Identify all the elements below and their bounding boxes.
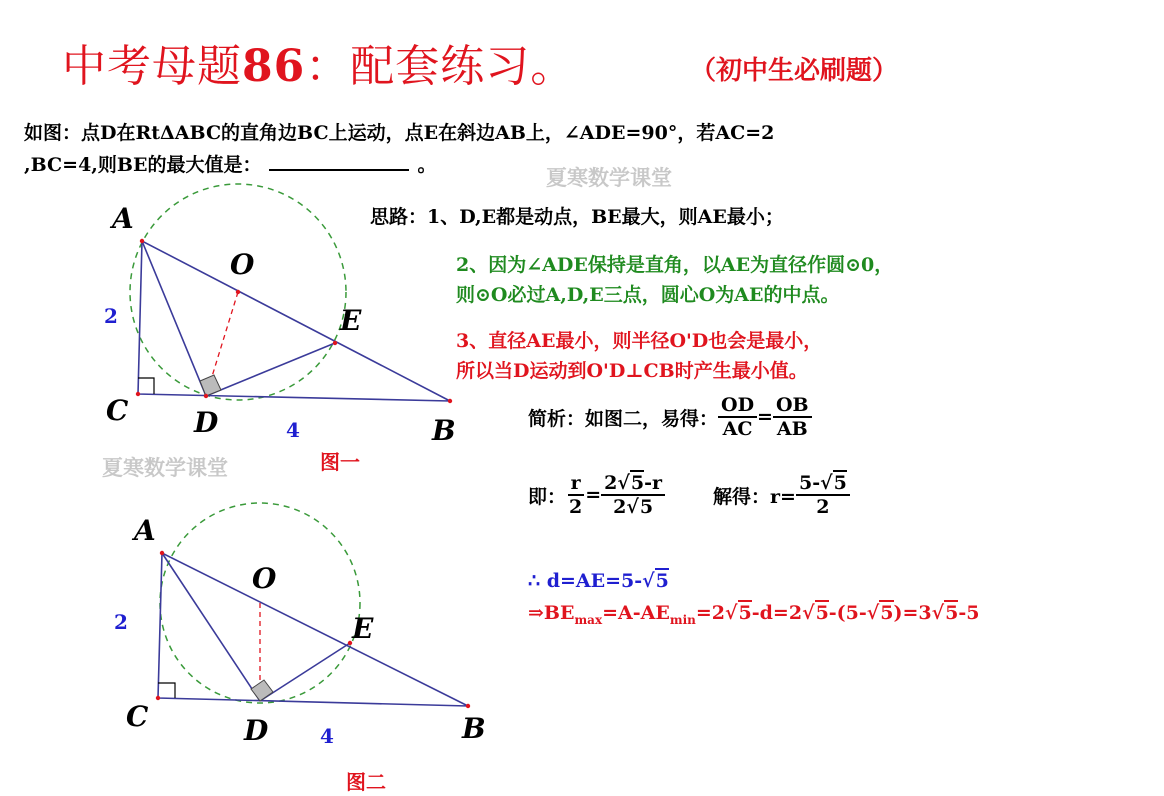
fig1-label-e: E	[340, 304, 362, 337]
fig2-label-c: C	[126, 700, 149, 733]
result-line-1: ∴ d=AE=5-√5	[528, 570, 669, 592]
fig2-right-angle-c	[158, 683, 175, 698]
fig2-right-angle-d	[251, 680, 273, 701]
denominator: 2	[569, 496, 583, 518]
radicand: 5	[630, 472, 645, 494]
fig1-length-ac: 2	[104, 304, 118, 328]
minus-r: -r	[644, 472, 663, 494]
jie-label: 解得：r=	[713, 485, 796, 508]
sub-max: max	[574, 612, 603, 627]
watermark-top: 夏寒数学课堂	[546, 165, 672, 190]
fig1-point-c	[136, 392, 140, 396]
text: -5	[958, 602, 980, 624]
problem-line-1: 如图：点D在RtΔABC的直角边BC上运动，点E在斜边AB上，∠ADE=90°，若AC=2	[24, 122, 775, 144]
problem-line-2-text: ,BC=4,则BE的最大值是：	[24, 154, 262, 176]
coef: 2	[613, 496, 627, 518]
text: -(5-	[828, 602, 867, 624]
text: )=3	[893, 602, 932, 624]
fig2-label-e: E	[352, 612, 374, 645]
radicand: 5	[815, 602, 829, 624]
fig1-point-b	[448, 399, 452, 403]
fig1-point-o	[236, 290, 240, 294]
fig2-caption: 图二	[346, 770, 386, 794]
fig2-point-a	[160, 551, 164, 555]
idea-2-line-1: 2、因为∠ADE保持是直角，以AE为直径作圆⊙0，	[456, 254, 894, 276]
fig1-label-b: B	[432, 414, 456, 447]
title-number: 86	[242, 41, 306, 92]
fig1-point-d	[204, 394, 208, 398]
denominator: AB	[776, 418, 808, 440]
title-main-b: ：配套练习。	[305, 41, 576, 92]
fig1-label-d: D	[194, 406, 219, 439]
fig1-caption: 图一	[320, 450, 360, 474]
ji-label: 即：	[528, 485, 567, 508]
coef: 2	[604, 472, 618, 494]
text: ⇒BE	[528, 602, 575, 624]
radicand: 5	[639, 496, 654, 518]
fig1-label-o: O	[230, 248, 255, 281]
fig1-segment-ad	[142, 241, 206, 396]
denominator: 2√5	[613, 496, 654, 518]
text: =2	[695, 602, 726, 624]
fig1-length-bc: 4	[286, 418, 300, 442]
equals-sign: =	[585, 484, 602, 506]
fig1-label-c: C	[106, 394, 129, 427]
idea-1: 思路：1、D,E都是动点，BE最大，则AE最小；	[370, 206, 784, 228]
idea-3-line-2: 所以当D运动到O'D⊥CB时产生最小值。	[456, 360, 808, 382]
result-line-2: $\Rightarrow BE_{max}=A-AE_{min}=2√5-d=2√5-(5-√5)=3√5-5$	[528, 602, 980, 627]
fig1-right-angle-d	[200, 375, 221, 396]
radicand: 5	[738, 602, 752, 624]
result-1-text: ∴ d=AE=5-	[528, 570, 643, 592]
sub-min: min	[669, 612, 696, 627]
fig2-point-b	[466, 704, 470, 708]
fig2-point-c	[156, 696, 160, 700]
text: =A-AE	[602, 602, 670, 624]
denominator: AC	[722, 418, 753, 440]
idea-3-line-1: 3、直径AE最小，则半径O'D也会是最小，	[456, 330, 823, 352]
fig1-triangle-abc	[138, 241, 450, 401]
fig2-label-b: B	[462, 712, 486, 745]
fig2-label-a: A	[134, 514, 156, 547]
fig2-segment-ad	[162, 553, 260, 701]
fig1-point-a	[140, 239, 144, 243]
fig1-point-e	[333, 341, 337, 345]
radicand: 5	[880, 602, 894, 624]
fig1-right-angle-c	[138, 378, 154, 394]
fig2-triangle-abc	[158, 553, 468, 706]
radicand: 5	[833, 472, 847, 494]
fig1-label-a: A	[112, 202, 134, 235]
fig2-length-bc: 4	[320, 724, 334, 748]
page-subtitle: （初中生必刷题）	[690, 56, 899, 86]
fig1-segment-de	[206, 343, 335, 396]
watermark-bottom: 夏寒数学课堂	[102, 455, 228, 480]
numerator: 5-√5	[796, 472, 850, 496]
text: -d=2	[751, 602, 803, 624]
five-minus: 5-	[798, 472, 821, 494]
analysis-label: 简析：如图二，易得：	[528, 407, 719, 430]
title-main-a: 中考母题	[62, 41, 242, 92]
fig2-length-ac: 2	[114, 610, 128, 634]
problem-line-2-end: 。	[417, 154, 437, 176]
radicand: 5	[945, 602, 959, 624]
fig2-label-d: D	[244, 714, 269, 747]
numerator: OB	[773, 394, 812, 418]
idea-2-line-2: 则⊙O必过A,D,E三点，圆心O为AE的中点。	[456, 284, 840, 306]
equals-sign: =	[757, 406, 773, 428]
denominator: 2	[816, 496, 830, 518]
radicand: 5	[655, 570, 669, 592]
numerator: r	[568, 472, 584, 496]
numerator: OD	[718, 394, 757, 418]
fig2-label-o: O	[252, 562, 277, 595]
numerator: 2√5-r	[601, 472, 665, 496]
